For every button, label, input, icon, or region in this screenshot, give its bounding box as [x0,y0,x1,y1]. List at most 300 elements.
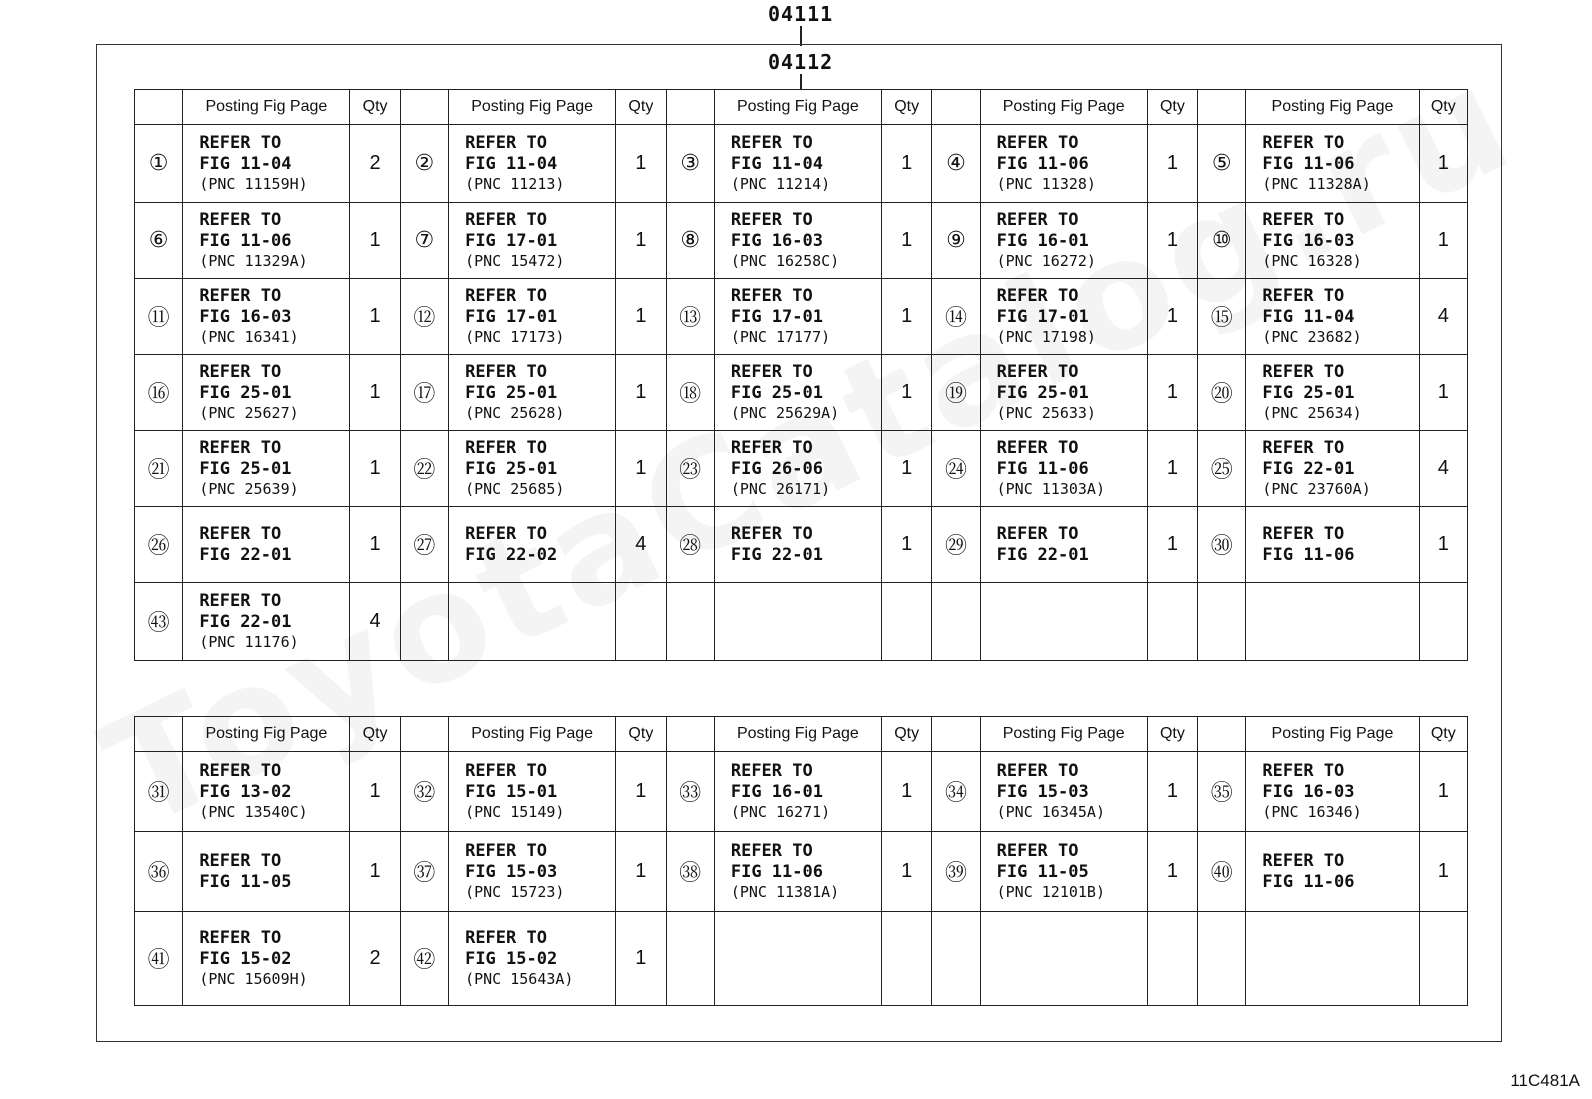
reference-cell [714,279,881,355]
item-number: ㊷ [400,912,448,1006]
refer-to-text: REFER TO [996,210,1079,230]
fig-page-text: FIG 11-04 [1262,307,1355,327]
reference-cell [714,507,881,583]
item-number [666,912,714,1006]
qty-value: 1 [616,431,666,507]
reference-cell [1246,507,1419,583]
reference-cell [980,832,1147,912]
reference-cell [980,583,1147,661]
reference-cell [183,832,350,912]
qty-value: 1 [881,355,931,431]
fig-page-text: FIG 11-04 [730,154,823,174]
header-qty: Qty [350,717,400,752]
item-number: ㉛ [135,752,183,832]
refer-to-text: REFER TO [199,850,282,871]
fig-page-text: FIG 17-01 [996,307,1089,327]
qty-value: 1 [1419,832,1467,912]
item-number [932,583,980,661]
reference-cell [1246,583,1419,661]
refer-to-text: REFER TO [465,841,547,861]
pnc-text: (PNC 16345A) [996,803,1105,821]
reference-cell [449,583,616,661]
qty-value [881,583,931,661]
header-blank [666,90,714,125]
reference-cell [183,203,350,279]
refer-to-text: REFER TO [1262,523,1345,544]
header-row [135,90,1468,125]
refer-to-text: REFER TO [730,841,813,861]
item-number [1198,583,1246,661]
refer-to-text: REFER TO [199,928,282,948]
qty-value: 1 [1147,752,1197,832]
qty-value: 1 [1147,431,1197,507]
qty-value [1147,912,1197,1006]
item-number: ㉒ [400,431,448,507]
qty-value: 4 [1419,279,1467,355]
item-number: ⑪ [135,279,183,355]
qty-value: 1 [1147,355,1197,431]
pnc-text: (PNC 16271) [730,803,831,821]
header-row [135,717,1468,752]
qty-value: 1 [616,279,666,355]
qty-value: 1 [616,832,666,912]
refer-to-text: REFER TO [996,523,1079,544]
table-row [135,125,1468,203]
refer-to-text: REFER TO [199,438,282,458]
qty-value [1147,583,1197,661]
refer-to-text: REFER TO [465,362,547,382]
refer-to-text: REFER TO [996,761,1079,781]
fig-page-text: FIG 25-01 [199,383,292,403]
qty-value: 1 [1147,832,1197,912]
refer-to-text: REFER TO [996,841,1079,861]
pnc-text: (PNC 16328) [1262,252,1362,270]
reference-cell [980,752,1147,832]
refer-to-text: REFER TO [1262,362,1345,382]
fig-page-text: FIG 15-02 [465,949,558,969]
header-qty: Qty [1419,717,1467,752]
refer-to-text: REFER TO [996,133,1079,153]
qty-value: 1 [616,203,666,279]
item-number: ㊴ [932,832,980,912]
table-row [135,431,1468,507]
refer-to-text: REFER TO [465,438,547,458]
fig-page-text: FIG 11-04 [465,154,558,174]
pnc-text: (PNC 11381A) [730,883,840,901]
reference-cell [183,355,350,431]
header-qty: Qty [616,90,666,125]
reference-cell [449,507,616,583]
qty-value: 1 [350,279,400,355]
item-number: ⑦ [400,203,448,279]
item-number: ⑧ [666,203,714,279]
item-number: ㉓ [666,431,714,507]
fig-page-text: FIG 11-06 [199,231,292,251]
reference-cell [980,355,1147,431]
reference-cell [449,355,616,431]
qty-value: 1 [881,752,931,832]
pnc-text: (PNC 11303A) [996,480,1105,498]
pnc-text: (PNC 11328) [996,175,1096,193]
item-number: ㉕ [1198,431,1246,507]
refer-to-text: REFER TO [730,761,813,781]
item-number [932,912,980,1006]
refer-to-text: REFER TO [465,523,547,544]
fig-page-text: FIG 16-03 [199,307,292,327]
refer-to-text: REFER TO [199,761,282,781]
fig-page-text: FIG 26-06 [730,459,823,479]
fig-page-text: FIG 11-04 [199,154,292,174]
reference-cell [1246,279,1419,355]
pnc-text: (PNC 25633) [996,404,1096,422]
header-qty: Qty [1147,90,1197,125]
item-number: ⑱ [666,355,714,431]
item-number: ④ [932,125,980,203]
header-posting-fig-page: Posting Fig Page [183,90,350,125]
header-posting-fig-page: Posting Fig Page [449,717,616,752]
refer-to-text: REFER TO [730,438,813,458]
header-blank [1198,90,1246,125]
refer-to-text: REFER TO [996,362,1079,382]
header-blank [400,717,448,752]
fig-page-text: FIG 22-01 [730,544,823,565]
reference-cell [714,752,881,832]
item-number: ⑫ [400,279,448,355]
reference-cell [1246,431,1419,507]
fig-page-text: FIG 15-03 [996,782,1089,802]
refer-to-text: REFER TO [465,928,547,948]
header-qty: Qty [616,717,666,752]
item-number: ⑬ [666,279,714,355]
header-posting-fig-page: Posting Fig Page [449,90,616,125]
item-number: ㉞ [932,752,980,832]
header-blank [135,717,183,752]
fig-page-text: FIG 16-03 [1262,782,1355,802]
fig-page-text: FIG 17-01 [465,231,558,251]
qty-value: 1 [616,355,666,431]
item-number: ⑲ [932,355,980,431]
qty-value: 4 [350,583,400,661]
fig-page-text: FIG 16-01 [996,231,1089,251]
fig-page-text: FIG 25-01 [1262,383,1355,403]
qty-value: 1 [1419,125,1467,203]
item-number: ① [135,125,183,203]
pnc-text: (PNC 17198) [996,328,1096,346]
refer-to-text: REFER TO [730,133,813,153]
qty-value: 1 [1419,355,1467,431]
qty-value: 1 [616,752,666,832]
reference-cell [1246,203,1419,279]
fig-page-text: FIG 11-06 [1262,154,1355,174]
refer-to-text: REFER TO [465,210,547,230]
item-number: ㉚ [1198,507,1246,583]
table-row [135,203,1468,279]
reference-cell [449,125,616,203]
header-qty: Qty [881,717,931,752]
reference-cell [714,583,881,661]
pnc-text: (PNC 23682) [1262,328,1362,346]
fig-page-text: FIG 22-01 [1262,459,1355,479]
table-row [135,355,1468,431]
fig-page-text: FIG 11-06 [730,862,823,882]
refer-to-text: REFER TO [199,286,282,306]
item-number: ㊲ [400,832,448,912]
reference-cell [1246,125,1419,203]
refer-to-text: REFER TO [730,362,813,382]
refer-to-text: REFER TO [199,210,282,230]
fig-page-text: FIG 25-01 [199,459,292,479]
pnc-text: (PNC 26171) [730,480,831,498]
pnc-text: (PNC 16341) [199,328,299,346]
pnc-text: (PNC 15609H) [199,970,308,988]
item-number: ⑰ [400,355,448,431]
qty-value: 1 [350,203,400,279]
refer-to-text: REFER TO [199,591,282,611]
qty-value: 1 [881,832,931,912]
refer-to-text: REFER TO [1262,210,1345,230]
header-posting-fig-page: Posting Fig Page [183,717,350,752]
reference-cell [449,431,616,507]
table-row [135,279,1468,355]
header-blank [932,717,980,752]
item-number: ③ [666,125,714,203]
reference-cell [1246,832,1419,912]
fig-page-text: FIG 11-06 [996,459,1089,479]
leader-line-parent [800,26,802,46]
header-blank [135,90,183,125]
fig-page-text: FIG 25-01 [996,383,1089,403]
pnc-text: (PNC 11213) [465,175,565,193]
reference-cell [449,203,616,279]
reference-cell [183,912,350,1006]
refer-to-text: REFER TO [199,133,282,153]
fig-page-text: FIG 11-05 [996,862,1089,882]
item-number: ⑮ [1198,279,1246,355]
qty-value: 1 [350,832,400,912]
pnc-text: (PNC 12101B) [996,883,1105,901]
qty-value: 1 [881,203,931,279]
pnc-text: (PNC 11328A) [1262,175,1371,193]
item-number: ㉜ [400,752,448,832]
refer-to-text: REFER TO [465,133,547,153]
refer-to-text: REFER TO [1262,850,1345,871]
reference-cell [980,912,1147,1006]
qty-value: 1 [881,125,931,203]
pnc-text: (PNC 16258C) [730,252,840,270]
refer-to-text: REFER TO [996,286,1079,306]
reference-cell [449,752,616,832]
reference-cell [714,355,881,431]
table-row [135,583,1468,661]
item-number: ㉖ [135,507,183,583]
reference-cell [1246,912,1419,1006]
reference-cell [980,125,1147,203]
refer-to-text: REFER TO [1262,761,1345,781]
qty-value: 1 [1147,507,1197,583]
fig-page-text: FIG 16-01 [730,782,823,802]
header-posting-fig-page: Posting Fig Page [714,717,881,752]
pnc-text: (PNC 17177) [730,328,831,346]
fig-page-text: FIG 17-01 [465,307,558,327]
qty-value: 1 [881,279,931,355]
pnc-text: (PNC 25685) [465,480,565,498]
qty-value: 4 [616,507,666,583]
refer-to-text: REFER TO [730,523,813,544]
header-blank [932,90,980,125]
item-number: ㊸ [135,583,183,661]
item-number: ㉙ [932,507,980,583]
qty-value: 1 [350,507,400,583]
item-number: ⑤ [1198,125,1246,203]
reference-cell [1246,355,1419,431]
refer-to-text: REFER TO [199,523,282,544]
pnc-text: (PNC 25628) [465,404,565,422]
header-qty: Qty [350,90,400,125]
reference-cell [183,583,350,661]
child-part-code: 04112 [768,50,834,74]
pnc-text: (PNC 15472) [465,252,565,270]
leader-line-child [800,74,802,90]
header-posting-fig-page: Posting Fig Page [980,717,1147,752]
reference-cell [980,431,1147,507]
item-number: ⑭ [932,279,980,355]
fig-page-text: FIG 11-06 [996,154,1089,174]
pnc-text: (PNC 11176) [199,633,299,651]
item-number: ㊱ [135,832,183,912]
reference-cell [183,279,350,355]
pnc-text: (PNC 25627) [199,404,299,422]
item-number: ㊶ [135,912,183,1006]
fig-page-text: FIG 17-01 [730,307,823,327]
refer-to-text: REFER TO [730,210,813,230]
refer-to-text: REFER TO [1262,133,1345,153]
qty-value [616,583,666,661]
item-number: ⑨ [932,203,980,279]
qty-value [1419,912,1467,1006]
item-number: ⑥ [135,203,183,279]
qty-value: 1 [350,752,400,832]
qty-value: 1 [881,431,931,507]
qty-value: 2 [350,912,400,1006]
refer-to-text: REFER TO [465,761,547,781]
fig-page-text: FIG 13-02 [199,782,292,802]
header-posting-fig-page: Posting Fig Page [714,90,881,125]
item-number: ㊵ [1198,832,1246,912]
pnc-text: (PNC 25634) [1262,404,1362,422]
refer-to-text: REFER TO [996,438,1079,458]
header-qty: Qty [1419,90,1467,125]
item-number: ㉟ [1198,752,1246,832]
pnc-text: (PNC 25629A) [730,404,840,422]
qty-value: 2 [350,125,400,203]
pnc-text: (PNC 15643A) [465,970,574,988]
header-posting-fig-page: Posting Fig Page [1246,90,1419,125]
reference-table-2 [134,716,1468,1006]
reference-cell [714,203,881,279]
reference-cell [1246,752,1419,832]
table-row [135,752,1468,832]
item-number: ② [400,125,448,203]
fig-page-text: FIG 15-03 [465,862,558,882]
pnc-text: (PNC 23760A) [1262,480,1371,498]
fig-page-text: FIG 25-01 [730,383,823,403]
table-row [135,507,1468,583]
reference-cell [980,203,1147,279]
qty-value: 4 [1419,431,1467,507]
header-qty: Qty [1147,717,1197,752]
reference-cell [714,125,881,203]
pnc-text: (PNC 25639) [199,480,299,498]
qty-value [881,912,931,1006]
qty-value: 1 [616,912,666,1006]
pnc-text: (PNC 11214) [730,175,831,193]
item-number: ⑳ [1198,355,1246,431]
figure-id: 11C481A [1510,1071,1580,1090]
header-posting-fig-page: Posting Fig Page [980,90,1147,125]
fig-page-text: FIG 15-01 [465,782,558,802]
refer-to-text: REFER TO [1262,438,1345,458]
refer-to-text: REFER TO [199,362,282,382]
fig-page-text: FIG 22-01 [996,544,1089,565]
pnc-text: (PNC 11329A) [199,252,308,270]
item-number [400,583,448,661]
refer-to-text: REFER TO [465,286,547,306]
reference-cell [449,279,616,355]
reference-cell [980,279,1147,355]
parent-part-code: 04111 [768,2,834,26]
qty-value: 1 [350,431,400,507]
pnc-text: (PNC 13540C) [199,803,308,821]
fig-page-text: FIG 22-02 [465,544,558,565]
item-number [666,583,714,661]
pnc-text: (PNC 15723) [465,883,565,901]
table-row [135,832,1468,912]
fig-page-text: FIG 16-03 [1262,231,1355,251]
fig-page-text: FIG 22-01 [199,612,292,632]
qty-value: 1 [1147,203,1197,279]
pnc-text: (PNC 11159H) [199,175,308,193]
reference-cell [183,431,350,507]
reference-cell [714,832,881,912]
item-number: ㉘ [666,507,714,583]
pnc-text: (PNC 15149) [465,803,565,821]
qty-value: 1 [616,125,666,203]
refer-to-text: REFER TO [730,286,813,306]
item-number: ㉝ [666,752,714,832]
table-row [135,912,1468,1006]
header-blank [400,90,448,125]
reference-cell [183,507,350,583]
header-qty: Qty [881,90,931,125]
pnc-text: (PNC 17173) [465,328,565,346]
reference-table-1 [134,89,1468,661]
item-number: ㉑ [135,431,183,507]
fig-page-text: FIG 25-01 [465,383,558,403]
item-number: ㉗ [400,507,448,583]
pnc-text: (PNC 16272) [996,252,1096,270]
fig-page-text: FIG 15-02 [199,949,292,969]
item-number: ㉔ [932,431,980,507]
qty-value: 1 [881,507,931,583]
qty-value: 1 [1419,507,1467,583]
fig-page-text: FIG 11-05 [199,871,292,892]
qty-value: 1 [350,355,400,431]
reference-cell [183,752,350,832]
qty-value: 1 [1147,279,1197,355]
reference-cell [714,912,881,1006]
item-number: ⑩ [1198,203,1246,279]
item-number [1198,912,1246,1006]
